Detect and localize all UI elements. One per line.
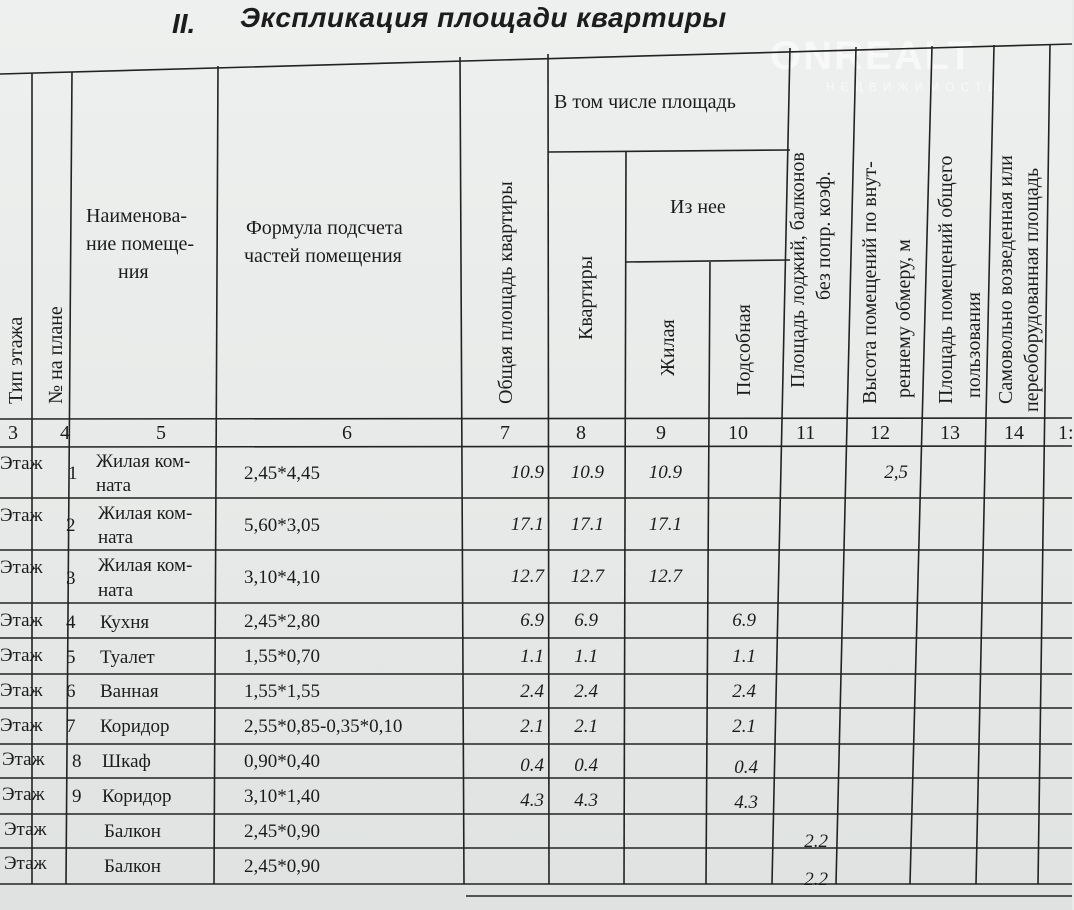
table-row-floor: Этаж: [2, 784, 45, 805]
table-row-height: 2,5: [884, 462, 908, 483]
table-row-formula: 2,45*0,90: [244, 856, 320, 877]
table-row-name: Балкон: [104, 856, 161, 877]
column-number: 7: [500, 422, 510, 444]
table-row-total: 2.4: [520, 681, 544, 702]
table-row-aux: 2.4: [732, 681, 756, 702]
table-row-floor: Этаж: [0, 680, 43, 701]
table-row-aux: 0.4: [734, 757, 758, 778]
table-row-apartment: 10.9: [570, 462, 604, 483]
table-row-apartment: 4.3: [574, 790, 598, 811]
table-row-name: Ванная: [100, 681, 159, 702]
header-height-line1: Высота помещений по внут-: [859, 161, 881, 404]
table-row-floor: Этаж: [0, 453, 43, 474]
column-number: 4: [60, 422, 70, 444]
table-row-name-line1: Жилая ком-: [98, 555, 193, 576]
table-row-name: Шкаф: [102, 751, 151, 772]
column-number: 12: [870, 422, 890, 444]
header-room-name-line1: Наименова-: [86, 205, 187, 227]
table-row-total: 4.3: [520, 790, 544, 811]
table-row-no: 5: [66, 647, 76, 668]
table-row-formula: 3,10*4,10: [244, 567, 320, 588]
table-row-formula: 2,45*4,45: [244, 463, 320, 484]
table-row-total: 6.9: [520, 610, 544, 631]
table-row-total: 2.1: [520, 716, 544, 737]
table-row-floor: Этаж: [0, 645, 43, 666]
table-row-total: 0.4: [520, 755, 544, 776]
header-common-line1: Площадь помещений общего: [935, 155, 957, 404]
header-selfbuilt-line2: переоборудованная площадь: [1021, 167, 1043, 412]
column-number: 8: [576, 422, 586, 444]
table-row-name-line2: ната: [96, 475, 132, 496]
table-row-apartment: 17.1: [570, 514, 604, 535]
document-title: Экспликация площади квартиры: [240, 2, 727, 33]
table-row-loggia: 2.2: [804, 869, 828, 890]
header-living: Жилая: [657, 319, 679, 376]
table-row-floor: Этаж: [4, 853, 47, 874]
header-room-name-line3: ния: [118, 261, 149, 283]
header-room-name-line2: ние помеще-: [86, 233, 195, 255]
table-row-no: 4: [66, 612, 76, 633]
table-row-name: Коридор: [100, 716, 170, 737]
table-row-formula: 0,90*0,40: [244, 751, 320, 772]
table-row-formula: 2,45*0,90: [244, 821, 320, 842]
table-row-no: 3: [66, 568, 76, 589]
table-row-total: 1.1: [520, 646, 544, 667]
table-row-formula: 3,10*1,40: [244, 786, 320, 807]
header-including-area: В том числе площадь: [554, 91, 736, 113]
table-row-aux: 6.9: [732, 610, 756, 631]
column-number: 5: [156, 422, 166, 444]
table-row-total: 17.1: [510, 514, 544, 535]
table-row-no: 6: [66, 681, 76, 702]
table-row-no: 7: [66, 716, 76, 737]
header-formula-line1: Формула подсчета: [246, 217, 403, 239]
table-row-aux: 1.1: [732, 646, 756, 667]
table-row-total: 10.9: [510, 462, 544, 483]
table-row-formula: 2,55*0,85-0,35*0,10: [244, 716, 403, 737]
header-of-which: Из нее: [670, 196, 726, 218]
table-row-no: 9: [72, 786, 82, 807]
table-row-formula: 1,55*0,70: [244, 646, 320, 667]
table-row-formula: 2,45*2,80: [244, 611, 320, 632]
table-row-floor: Этаж: [0, 505, 43, 526]
table-row-name-line2: ната: [98, 580, 134, 601]
table-row-total: 12.7: [510, 566, 544, 587]
header-floor-type: Тип этажа: [5, 316, 27, 404]
table-row-floor: Этаж: [0, 557, 43, 578]
table-row-aux: 2.1: [732, 716, 756, 737]
section-number: II.: [172, 8, 196, 39]
table-row-apartment: 2.4: [574, 681, 598, 702]
column-number: 14: [1004, 422, 1024, 444]
table-row-apartment: 6.9: [574, 610, 598, 631]
table-row-floor: Этаж: [0, 715, 43, 736]
header-formula-line2: частей помещения: [244, 245, 402, 267]
table-row-formula: 5,60*3,05: [244, 515, 320, 536]
column-number: 6: [342, 422, 352, 444]
table-row-name: Коридор: [102, 786, 172, 807]
table-row-name-line2: ната: [98, 527, 134, 548]
table-row-name-line1: Жилая ком-: [96, 451, 191, 472]
header-height-line2: реннему обмеру, м: [893, 239, 915, 398]
table-row-aux: 4.3: [734, 792, 758, 813]
header-auxiliary: Подсобная: [733, 304, 755, 396]
header-loggia-line2: без попр. коэф.: [813, 171, 835, 300]
table-row-no: 8: [72, 751, 82, 772]
table-row-no: 1: [68, 463, 78, 484]
table-row-living: 17.1: [648, 514, 682, 535]
column-number: 10: [728, 422, 748, 444]
table-row-name-line1: Жилая ком-: [98, 503, 193, 524]
header-loggia-line1: Площадь лоджий, балконов: [787, 152, 809, 388]
watermark-brand: ONREALT: [770, 34, 975, 78]
table-row-floor: Этаж: [2, 749, 45, 770]
table-row-apartment: 2.1: [574, 716, 598, 737]
table-row-name: Туалет: [100, 647, 155, 668]
header-plan-no: № на плане: [45, 306, 67, 404]
column-number: 3: [8, 422, 18, 444]
watermark-tagline: НЕДВИЖИМОСТЬ: [826, 80, 1002, 94]
table-row-loggia: 2.2: [804, 831, 828, 852]
table-row-apartment: 0.4: [574, 755, 598, 776]
column-number: 11: [796, 422, 816, 444]
table-row-floor: Этаж: [0, 610, 43, 631]
table-row-living: 10.9: [648, 462, 682, 483]
table-row-floor: Этаж: [4, 819, 47, 840]
header-common-line2: пользования: [963, 292, 985, 398]
table-row-no: 2: [66, 515, 76, 536]
table-row-living: 12.7: [648, 566, 682, 587]
header-total-area: Общая площадь квартиры: [495, 181, 517, 404]
header-selfbuilt-line1: Самовольно возведенная или: [995, 155, 1017, 404]
column-number: 9: [656, 422, 666, 444]
column-number: 13: [940, 422, 960, 444]
table-row-formula: 1,55*1,55: [244, 681, 320, 702]
header-apartment: Квартиры: [575, 255, 597, 340]
column-number: 1:: [1058, 422, 1074, 444]
table-row-apartment: 12.7: [570, 566, 604, 587]
table-row-name: Балкон: [104, 821, 161, 842]
table-row-name: Кухня: [100, 612, 150, 633]
table-row-apartment: 1.1: [574, 646, 598, 667]
